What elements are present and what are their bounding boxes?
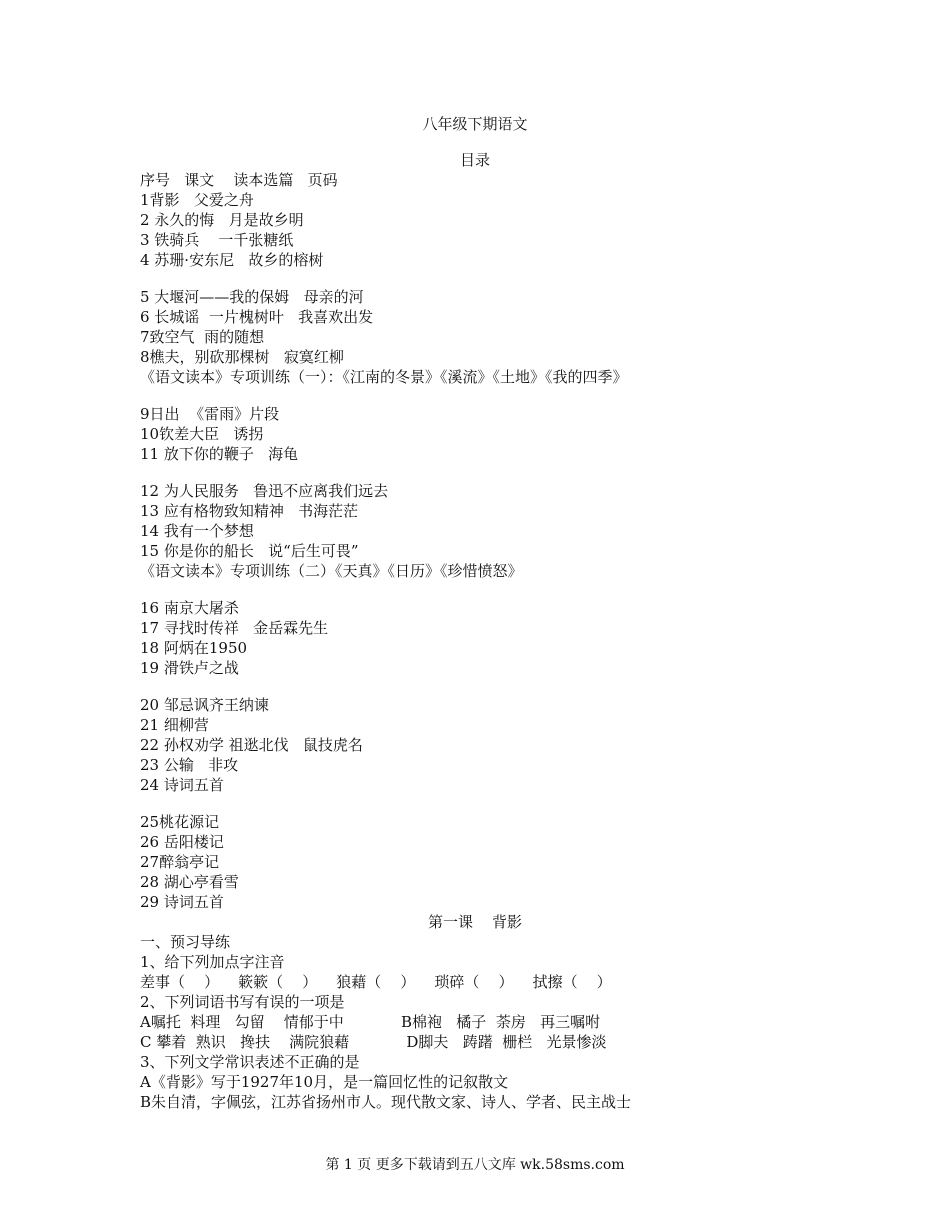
question-text: 1、给下列加点字注音 xyxy=(140,953,285,971)
toc-item: 《语文读本》专项训练（二）《天真》《日历》《珍惜愤怒》 xyxy=(140,562,523,580)
question-text: 3、下列文学常识表述不正确的是 xyxy=(140,1053,360,1071)
toc-group-2 xyxy=(140,287,860,387)
toc-item: 6 长城谣 一片槐树叶 我喜欢出发 xyxy=(140,308,374,326)
toc-item: 10钦差大臣 诱拐 xyxy=(140,425,264,443)
toc-group-1 xyxy=(140,190,860,270)
toc-item: 8樵夫，别砍那棵树 寂寞红柳 xyxy=(140,348,344,366)
toc-item: 《语文读本》专项训练（一）：《江南的冬景》《溪流》《土地》《我的四季》 xyxy=(140,368,628,386)
toc-item: 9日出 《雷雨》片段 xyxy=(140,405,280,423)
toc-item: 11 放下你的鞭子 海龟 xyxy=(140,445,299,463)
toc-header: 序号 课文 读本选篇 页码 xyxy=(140,171,338,189)
toc-item: 23 公输 非攻 xyxy=(140,756,239,774)
toc-group-5 xyxy=(140,598,860,678)
toc-item: 13 应有格物致知精神 书海茫茫 xyxy=(140,502,359,520)
toc-item: 19 滑铁卢之战 xyxy=(140,659,239,677)
answer-options: A嘱托 料理 勾留 情郁于中 B棉袍 橘子 荼房 再三嘱咐 xyxy=(140,1013,601,1031)
toc-item: 17 寻找时传祥 金岳霖先生 xyxy=(140,619,329,637)
toc-item: 28 湖心亭看雪 xyxy=(140,873,239,891)
toc-item: 21 细柳营 xyxy=(140,716,209,734)
toc-group-4 xyxy=(140,481,860,581)
lesson-title: 第一课 背影 xyxy=(427,913,523,931)
toc-item: 27醉翁亭记 xyxy=(140,853,220,871)
page-title: 八年级下期语文 xyxy=(422,115,528,133)
toc-item: 2 永久的悔 月是故乡明 xyxy=(140,211,304,229)
answer-option: A《背影》写于1927年10月，是一篇回忆性的记叙散文 xyxy=(140,1073,509,1091)
toc-item: 22 孙权劝学 祖逖北伐 鼠技虎名 xyxy=(140,736,363,754)
toc-group-7 xyxy=(140,812,860,912)
toc-item: 12 为人民服务 鲁迅不应离我们远去 xyxy=(140,482,389,500)
toc-item: 1背影 父爱之舟 xyxy=(140,191,254,209)
toc-item: 14 我有一个梦想 xyxy=(140,522,254,540)
toc-item: 24 诗词五首 xyxy=(140,776,224,794)
toc-item: 18 阿炳在1950 xyxy=(140,639,248,657)
toc-item: 29 诗词五首 xyxy=(140,893,224,911)
answer-option: B朱自清，字佩弦，江苏省扬州市人。现代散文家、诗人、学者、民主战士 xyxy=(140,1093,632,1111)
toc-item: 7致空气 雨的随想 xyxy=(140,328,265,346)
toc-item: 20 邹忌讽齐王纳谏 xyxy=(140,696,269,714)
toc-item: 16 南京大屠杀 xyxy=(140,599,239,617)
toc-group-3 xyxy=(140,404,860,464)
toc-group-6 xyxy=(140,695,860,795)
question-text: 2、下列词语书写有误的一项是 xyxy=(140,993,345,1011)
toc-item: 4 苏珊·安东尼 故乡的榕树 xyxy=(140,251,324,269)
toc-item: 26 岳阳楼记 xyxy=(140,833,224,851)
toc-item: 15 你是你的船长 说“后生可畏” xyxy=(140,542,359,560)
section-heading: 一、预习导练 xyxy=(140,933,231,951)
toc-title: 目录 xyxy=(459,151,490,169)
page-footer: 第 1 页 更多下载请到五八文库 wk.58sms.com xyxy=(325,1157,625,1173)
toc-item: 3 铁骑兵 一千张糖纸 xyxy=(140,231,294,249)
toc-item: 5 大堰河——我的保姆 母亲的河 xyxy=(140,288,364,306)
answer-options: C 攀着 熟识 搀扶 满院狼藉 D脚夫 踌躇 栅栏 光景惨淡 xyxy=(140,1033,607,1051)
toc-item: 25桃花源记 xyxy=(140,813,220,831)
question-blanks: 差事（ ） 簌簌（ ） 狼藉（ ） 琐碎（ ） 拭擦（ ） xyxy=(140,973,612,991)
lesson-body xyxy=(140,932,860,1112)
document-body xyxy=(140,170,860,1112)
